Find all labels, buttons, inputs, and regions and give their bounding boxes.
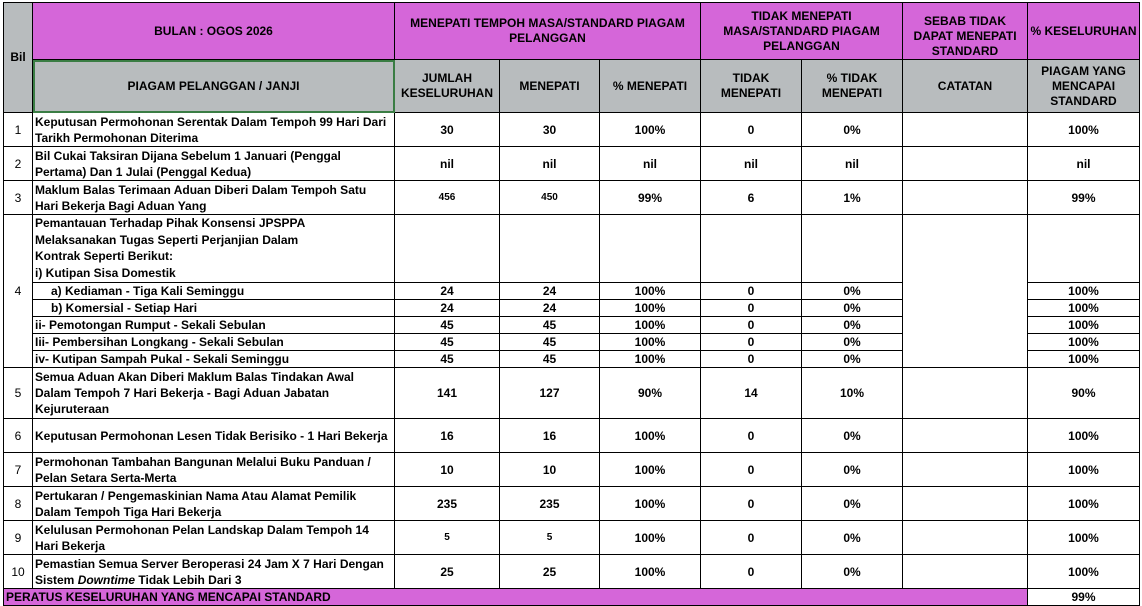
cell-piagam[interactable]: Keputusan Permohonan Serentak Dalam Tempoh 99 Hari Dari Tarikh Permohonan Diterima (33, 113, 395, 147)
cell-pct-menepati[interactable]: 99% (600, 181, 701, 215)
cell-menepati[interactable]: 45 (500, 334, 600, 351)
cell-bil[interactable]: 6 (4, 419, 33, 453)
cell-piagam[interactable] (33, 555, 395, 589)
cell-piagam[interactable]: Semua Aduan Akan Diberi Maklum Balas Tindakan Awal Dalam Tempoh 7 Hari Bekerja - Bagi Aduan Jabatan Kejuruteraan (33, 368, 395, 419)
cell-pct-tidak[interactable]: 0% (802, 283, 903, 300)
cell-catatan[interactable] (903, 368, 1028, 419)
cell-standard[interactable]: 100% (1028, 300, 1140, 317)
cell-jumlah[interactable]: 24 (395, 283, 500, 300)
cell-menepati[interactable]: 25 (500, 555, 600, 589)
cell-pct-menepati[interactable]: 100% (600, 317, 701, 334)
cell-piagam[interactable]: iv- Kutipan Sampah Pukal - Sekali Seminggu (33, 351, 395, 368)
cell-menepati[interactable]: 127 (500, 368, 600, 419)
header-catatan[interactable]: CATATAN (903, 60, 1028, 113)
cell-piagam[interactable]: Permohonan Tambahan Bangunan Melalui Buku Panduan / Pelan Setara Serta-Merta (33, 453, 395, 487)
cell-bil[interactable]: 7 (4, 453, 33, 487)
cell-pct-menepati[interactable]: 100% (600, 487, 701, 521)
cell-pct-tidak[interactable]: 0% (802, 113, 903, 147)
cell-piagam[interactable]: ii- Pemotongan Rumput - Sekali Sebulan (33, 317, 395, 334)
cell-pct-menepati[interactable] (600, 215, 701, 283)
cell-pct-menepati[interactable]: 100% (600, 300, 701, 317)
cell-pct-tidak[interactable]: 0% (802, 317, 903, 334)
cell-piagam[interactable] (33, 215, 395, 283)
cell-pct-tidak[interactable] (802, 215, 903, 283)
header-bulan[interactable]: BULAN : OGOS 2026 (33, 3, 395, 60)
cell-piagam[interactable]: Maklum Balas Terimaan Aduan Diberi Dalam Tempoh Satu Hari Bekerja Bagi Aduan Yang (33, 181, 395, 215)
cell-pct-tidak[interactable]: 0% (802, 555, 903, 589)
cell-bil[interactable]: 5 (4, 368, 33, 419)
header-menepati[interactable]: MENEPATI (500, 60, 600, 113)
row4-intro-line: Kontrak Seperti Berikut: (35, 249, 174, 263)
cell-jumlah[interactable]: 16 (395, 419, 500, 453)
cell-menepati[interactable]: 16 (500, 419, 600, 453)
cell-piagam[interactable]: Keputusan Permohonan Lesen Tidak Berisiko - 1 Hari Bekerja (33, 419, 395, 453)
cell-catatan[interactable] (903, 419, 1028, 453)
header-menepati-group[interactable]: MENEPATI TEMPOH MASA/STANDARD PIAGAM PELANGGAN (395, 3, 701, 60)
table-row (4, 113, 1140, 147)
cell-jumlah[interactable]: 25 (395, 555, 500, 589)
cell-standard[interactable]: 90% (1028, 368, 1140, 419)
cell-tidak[interactable]: 0 (701, 487, 802, 521)
cell-pct-menepati[interactable]: 90% (600, 368, 701, 419)
cell-catatan[interactable] (903, 453, 1028, 487)
table-row (4, 419, 1140, 453)
header-piagam[interactable]: PIAGAM PELANGGAN / JANJI (33, 60, 395, 113)
table-row (4, 368, 1140, 419)
cell-pct-menepati[interactable]: 100% (600, 113, 701, 147)
cell-standard[interactable]: 100% (1028, 453, 1140, 487)
cell-standard[interactable]: 100% (1028, 487, 1140, 521)
cell-menepati[interactable]: 24 (500, 283, 600, 300)
cell-catatan[interactable] (903, 521, 1028, 555)
cell-menepati[interactable]: 24 (500, 300, 600, 317)
cell-menepati[interactable]: 450 (500, 181, 600, 215)
cell-standard[interactable]: 100% (1028, 283, 1140, 300)
header-tidak-group[interactable]: TIDAK MENEPATI MASA/STANDARD PIAGAM PELANGGAN (701, 3, 903, 60)
cell-pct-menepati[interactable]: 100% (600, 419, 701, 453)
cell-jumlah[interactable]: 235 (395, 487, 500, 521)
cell-jumlah[interactable]: 456 (395, 181, 500, 215)
cell-jumlah[interactable]: nil (395, 147, 500, 181)
cell-catatan[interactable] (903, 113, 1028, 147)
cell-tidak[interactable] (701, 215, 802, 283)
cell-jumlah[interactable]: 45 (395, 334, 500, 351)
cell-jumlah[interactable]: 5 (395, 521, 500, 555)
header-pct-group[interactable]: % KESELURUHAN (1028, 3, 1140, 60)
row4-intro-line: Pemantauan Terhadap Pihak Konsensi JPSPPA (35, 216, 306, 230)
header-bil[interactable]: Bil (4, 3, 33, 113)
footer-label[interactable]: PERATUS KESELURUHAN YANG MENCAPAI STANDARD (4, 589, 1028, 606)
cell-catatan[interactable] (903, 487, 1028, 521)
cell-piagam[interactable]: Pertukaran / Pengemaskinian Nama Atau Alamat Pemilik Dalam Tempoh Tiga Hari Bekerja (33, 487, 395, 521)
cell-pct-menepati[interactable]: 100% (600, 453, 701, 487)
cell-catatan[interactable] (903, 147, 1028, 181)
cell-tidak[interactable]: 0 (701, 419, 802, 453)
cell-catatan[interactable] (903, 181, 1028, 215)
cell-piagam[interactable]: Bil Cukai Taksiran Dijana Sebelum 1 Januari (Penggal Pertama) Dan 1 Julai (Penggal Kedua) (33, 147, 395, 181)
cell-menepati[interactable]: 5 (500, 521, 600, 555)
cell-standard[interactable]: 100% (1028, 113, 1140, 147)
cell-standard[interactable]: nil (1028, 147, 1140, 181)
cell-jumlah[interactable]: 10 (395, 453, 500, 487)
cell-catatan[interactable] (903, 555, 1028, 589)
header-pct-menepati[interactable]: % MENEPATI (600, 60, 701, 113)
cell-tidak[interactable]: 6 (701, 181, 802, 215)
row10-text-a: Pemastian Semua Server Beroperasi 24 Jam X 7 Hari Dengan Sistem (35, 556, 384, 587)
cell-bil[interactable]: 3 (4, 181, 33, 215)
cell-menepati[interactable]: 30 (500, 113, 600, 147)
row10-text-italic: Downtime (77, 572, 136, 587)
cell-tidak[interactable]: 0 (701, 113, 802, 147)
footer-row (4, 589, 1140, 606)
cell-tidak[interactable]: 0 (701, 283, 802, 300)
cell-pct-tidak[interactable]: 0% (802, 521, 903, 555)
cell-standard[interactable]: 100% (1028, 521, 1140, 555)
cell-standard[interactable]: 100% (1028, 555, 1140, 589)
cell-tidak[interactable]: 14 (701, 368, 802, 419)
cell-menepati[interactable]: 235 (500, 487, 600, 521)
cell-jumlah[interactable] (395, 215, 500, 283)
cell-bil[interactable]: 8 (4, 487, 33, 521)
cell-tidak[interactable]: 0 (701, 555, 802, 589)
cell-pct-menepati[interactable]: 100% (600, 521, 701, 555)
cell-tidak[interactable]: 0 (701, 351, 802, 368)
cell-jumlah[interactable]: 45 (395, 317, 500, 334)
cell-tidak[interactable]: 0 (701, 453, 802, 487)
cell-bil[interactable]: 9 (4, 521, 33, 555)
cell-pct-tidak[interactable]: 0% (802, 300, 903, 317)
cell-pct-tidak[interactable]: nil (802, 147, 903, 181)
footer-value[interactable]: 99% (1028, 589, 1140, 606)
cell-menepati[interactable]: 45 (500, 317, 600, 334)
cell-bil[interactable]: 2 (4, 147, 33, 181)
cell-piagam[interactable]: b) Komersial - Setiap Hari (33, 300, 395, 317)
table-row (4, 181, 1140, 215)
cell-standard[interactable]: 100% (1028, 419, 1140, 453)
cell-pct-tidak[interactable]: 0% (802, 351, 903, 368)
cell-pct-tidak[interactable]: 0% (802, 453, 903, 487)
header-pct-tidak[interactable]: % TIDAK MENEPATI (802, 60, 903, 113)
table-row (4, 147, 1140, 181)
cell-pct-menepati[interactable]: 100% (600, 351, 701, 368)
cell-tidak[interactable]: 0 (701, 521, 802, 555)
row4-intro-line: i) Kutipan Sisa Domestik (35, 265, 176, 280)
cell-standard[interactable]: 100% (1028, 317, 1140, 334)
cell-jumlah[interactable]: 24 (395, 300, 500, 317)
header-sebab-group[interactable]: SEBAB TIDAK DAPAT MENEPATI STANDARD (903, 3, 1028, 60)
cell-bil[interactable]: 10 (4, 555, 33, 589)
cell-jumlah[interactable]: 141 (395, 368, 500, 419)
cell-standard[interactable]: 99% (1028, 181, 1140, 215)
cell-menepati[interactable] (500, 215, 600, 283)
cell-catatan[interactable] (903, 215, 1028, 368)
cell-bil[interactable]: 4 (4, 215, 33, 368)
cell-pct-tidak[interactable]: 0% (802, 334, 903, 351)
cell-pct-tidak[interactable]: 0% (802, 487, 903, 521)
cell-piagam[interactable]: Iii- Pembersihan Longkang - Sekali Sebulan (33, 334, 395, 351)
cell-tidak[interactable]: 0 (701, 317, 802, 334)
cell-standard[interactable] (1028, 215, 1140, 283)
table-row (4, 487, 1140, 521)
cell-pct-tidak[interactable]: 0% (802, 419, 903, 453)
cell-menepati[interactable]: 10 (500, 453, 600, 487)
table-row (4, 215, 1140, 283)
cell-pct-menepati[interactable]: 100% (600, 555, 701, 589)
header-piagam-standard[interactable]: PIAGAM YANG MENCAPAI STANDARD (1028, 60, 1140, 113)
table-row (4, 521, 1140, 555)
piagam-table (3, 2, 1140, 606)
cell-menepati[interactable]: nil (500, 147, 600, 181)
cell-jumlah[interactable]: 30 (395, 113, 500, 147)
cell-bil[interactable]: 1 (4, 113, 33, 147)
cell-tidak[interactable]: 0 (701, 334, 802, 351)
cell-piagam[interactable]: Kelulusan Permohonan Pelan Landskap Dalam Tempoh 14 Hari Bekerja (33, 521, 395, 555)
row4-intro-line: Melaksanakan Tugas Seperti Perjanjian Dalam (35, 232, 299, 247)
cell-jumlah[interactable]: 45 (395, 351, 500, 368)
cell-pct-menepati[interactable]: nil (600, 147, 701, 181)
cell-standard[interactable]: 100% (1028, 351, 1140, 368)
cell-tidak[interactable]: nil (701, 147, 802, 181)
cell-tidak[interactable]: 0 (701, 300, 802, 317)
cell-pct-menepati[interactable]: 100% (600, 334, 701, 351)
cell-piagam[interactable]: a) Kediaman - Tiga Kali Seminggu (33, 283, 395, 300)
cell-standard[interactable]: 100% (1028, 334, 1140, 351)
cell-menepati[interactable]: 45 (500, 351, 600, 368)
row10-text-b: Tidak Lebih Dari 3 (135, 572, 242, 587)
header-jumlah[interactable]: JUMLAH KESELURUHAN (395, 60, 500, 113)
table-row (4, 453, 1140, 487)
cell-pct-tidak[interactable]: 10% (802, 368, 903, 419)
cell-pct-menepati[interactable]: 100% (600, 283, 701, 300)
cell-pct-tidak[interactable]: 1% (802, 181, 903, 215)
header-tidak-menepati[interactable]: TIDAK MENEPATI (701, 60, 802, 113)
table-row (4, 555, 1140, 589)
